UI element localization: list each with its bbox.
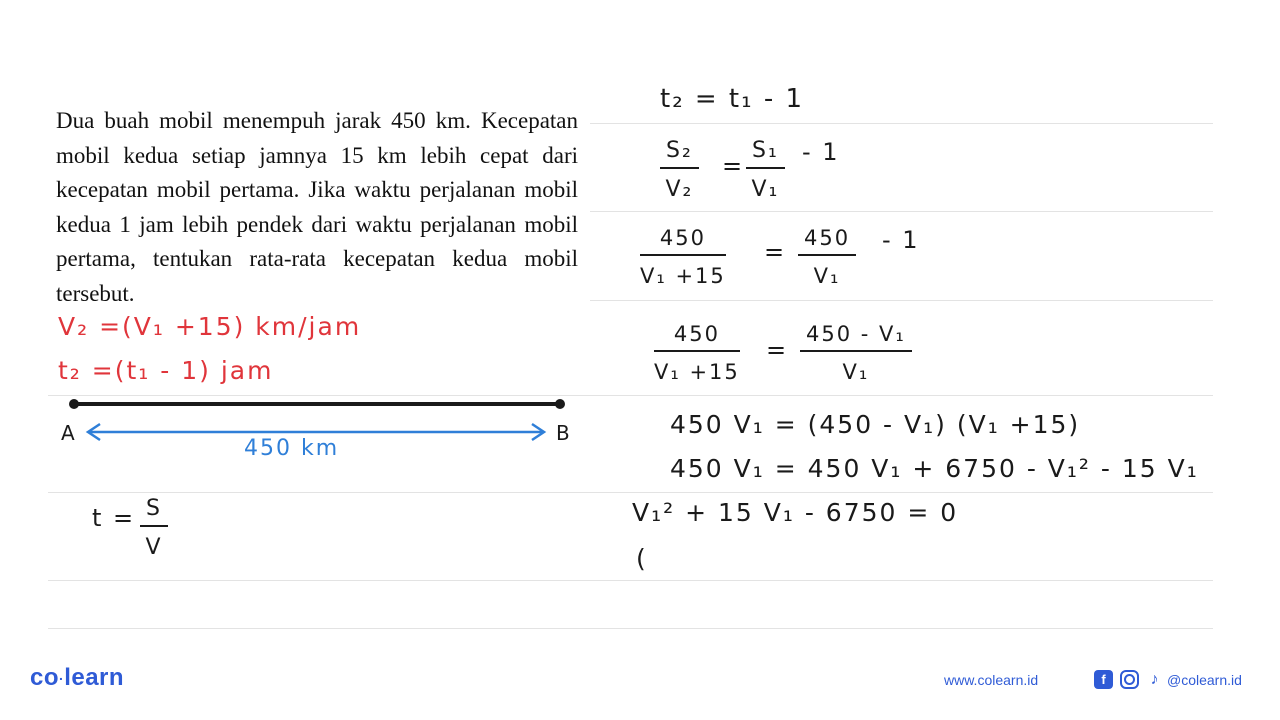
step-1: t₂ = t₁ - 1 <box>660 84 805 114</box>
step-2-right-fraction <box>746 138 785 202</box>
step-2-num-right: S₁ <box>746 138 785 169</box>
step-2-eq: = <box>722 152 743 180</box>
step-3-right-fraction <box>798 226 856 288</box>
website-link[interactable]: www.colearn.id <box>944 672 1039 688</box>
colearn-logo[interactable] <box>30 664 124 692</box>
step-2-num-left: S₂ <box>660 138 699 169</box>
problem-text: Dua buah mobil menempuh jarak 450 km. Kecepatan mobil kedua setiap jamnya 15 km lebih cepat dari kecepatan mobil pertama. Jika waktu perjalanan mobil kedua 1 jam lebih pendek dari waktu perjalanan mobil pertama, tentukan rata-rata kecepatan kedua mobil tersebut. <box>56 108 578 306</box>
point-a-dot <box>69 399 79 409</box>
step-4-eq: = <box>766 336 787 364</box>
logo-left: co <box>30 664 60 691</box>
ruled-line <box>590 300 1213 301</box>
step-3-den-left: V₁ +15 <box>640 264 726 288</box>
step-2-den-right: V₁ <box>751 177 780 202</box>
step-3-tail: - 1 <box>882 226 920 254</box>
ruled-line <box>48 580 1213 581</box>
red-note-t2: t₂ =(t₁ - 1) jam <box>58 356 274 385</box>
step-7: V₁² + 15 V₁ - 6750 = 0 <box>632 498 959 527</box>
ruled-line <box>48 492 1213 493</box>
step-3-num-right: 450 <box>798 226 856 256</box>
step-3-num-left: 450 <box>640 226 726 256</box>
step-4-left-fraction <box>654 322 740 384</box>
step-4-den-left: V₁ +15 <box>654 360 740 384</box>
tiktok-icon[interactable]: ♪ <box>1150 670 1159 688</box>
point-b-label: B <box>556 421 572 445</box>
formula-lhs: t = <box>92 504 136 532</box>
point-a-label: A <box>61 421 77 445</box>
step-2-den-left: V₂ <box>665 177 694 202</box>
point-b-dot <box>555 399 565 409</box>
step-3-left-fraction <box>640 226 726 288</box>
formula-den: V <box>145 535 163 560</box>
step-4-num-left: 450 <box>654 322 740 352</box>
step-2-tail: - 1 <box>802 138 840 166</box>
ruled-line <box>48 628 1213 629</box>
logo-dot: · <box>59 670 65 687</box>
formula-fraction <box>140 496 168 560</box>
facebook-icon[interactable]: f <box>1094 670 1113 689</box>
step-4-right-fraction <box>800 322 912 384</box>
step-5: 450 V₁ = (450 - V₁) (V₁ +15) <box>670 410 1081 439</box>
step-4-den-right: V₁ <box>842 360 870 384</box>
distance-label: 450 km <box>244 436 340 461</box>
step-6: 450 V₁ = 450 V₁ + 6750 - V₁² - 15 V₁ <box>670 454 1199 483</box>
step-8: ( <box>636 544 648 573</box>
step-4-num-right: 450 - V₁ <box>800 322 912 352</box>
instagram-icon[interactable] <box>1120 670 1139 689</box>
red-note-v2: V₂ =(V₁ +15) km/jam <box>58 312 362 341</box>
logo-right: learn <box>64 664 125 691</box>
ruled-line <box>590 123 1213 124</box>
ruled-line <box>590 211 1213 212</box>
step-2-left-fraction <box>660 138 699 202</box>
step-3-den-right: V₁ <box>813 264 841 288</box>
step-3-eq: = <box>764 238 785 266</box>
formula-num: S <box>140 496 168 527</box>
social-handle[interactable]: @colearn.id <box>1167 672 1242 688</box>
